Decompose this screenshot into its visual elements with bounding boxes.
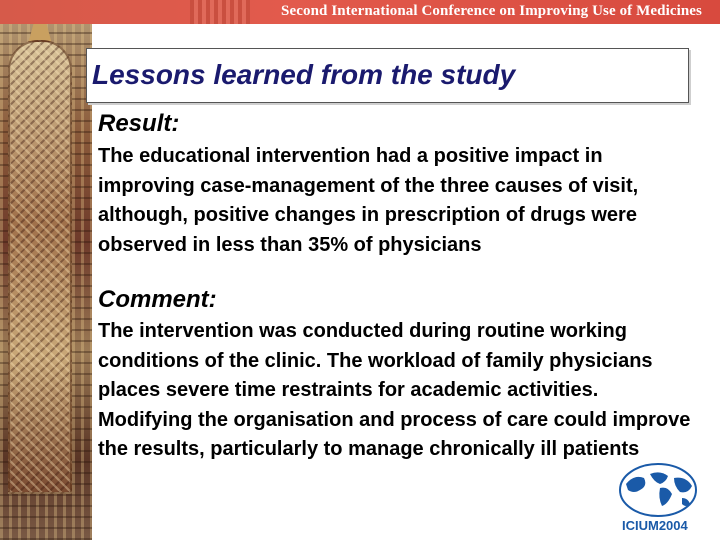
banner-ornament <box>190 0 250 24</box>
temple-decoration <box>0 0 92 540</box>
conference-banner <box>0 0 720 24</box>
heading-box <box>86 48 689 103</box>
result-text: The educational intervention had a positive impact in improving case-management of the three causes of visit, although, positive changes in prescription of drugs were observed in less than 35% of physicians <box>98 145 639 256</box>
banner-title: Second International Conference on Improving Use of Medicines <box>281 3 702 19</box>
comment-text: The intervention was conducted during routine working conditions of the clinic. The workload of family physicians places severe time restraints for academic activities. Modifying the organisation and process of care could improve the results, particularly to manage chronically ill patients <box>98 320 691 460</box>
comment-label: Comment: <box>98 286 217 313</box>
slide-heading: Lessons learned from the study <box>92 59 516 90</box>
icium-logo <box>616 460 700 536</box>
logo-text: ICIUM2004 <box>622 518 688 533</box>
globe-icon <box>616 460 700 520</box>
result-label: Result: <box>98 110 180 137</box>
temple-arch <box>8 40 72 494</box>
